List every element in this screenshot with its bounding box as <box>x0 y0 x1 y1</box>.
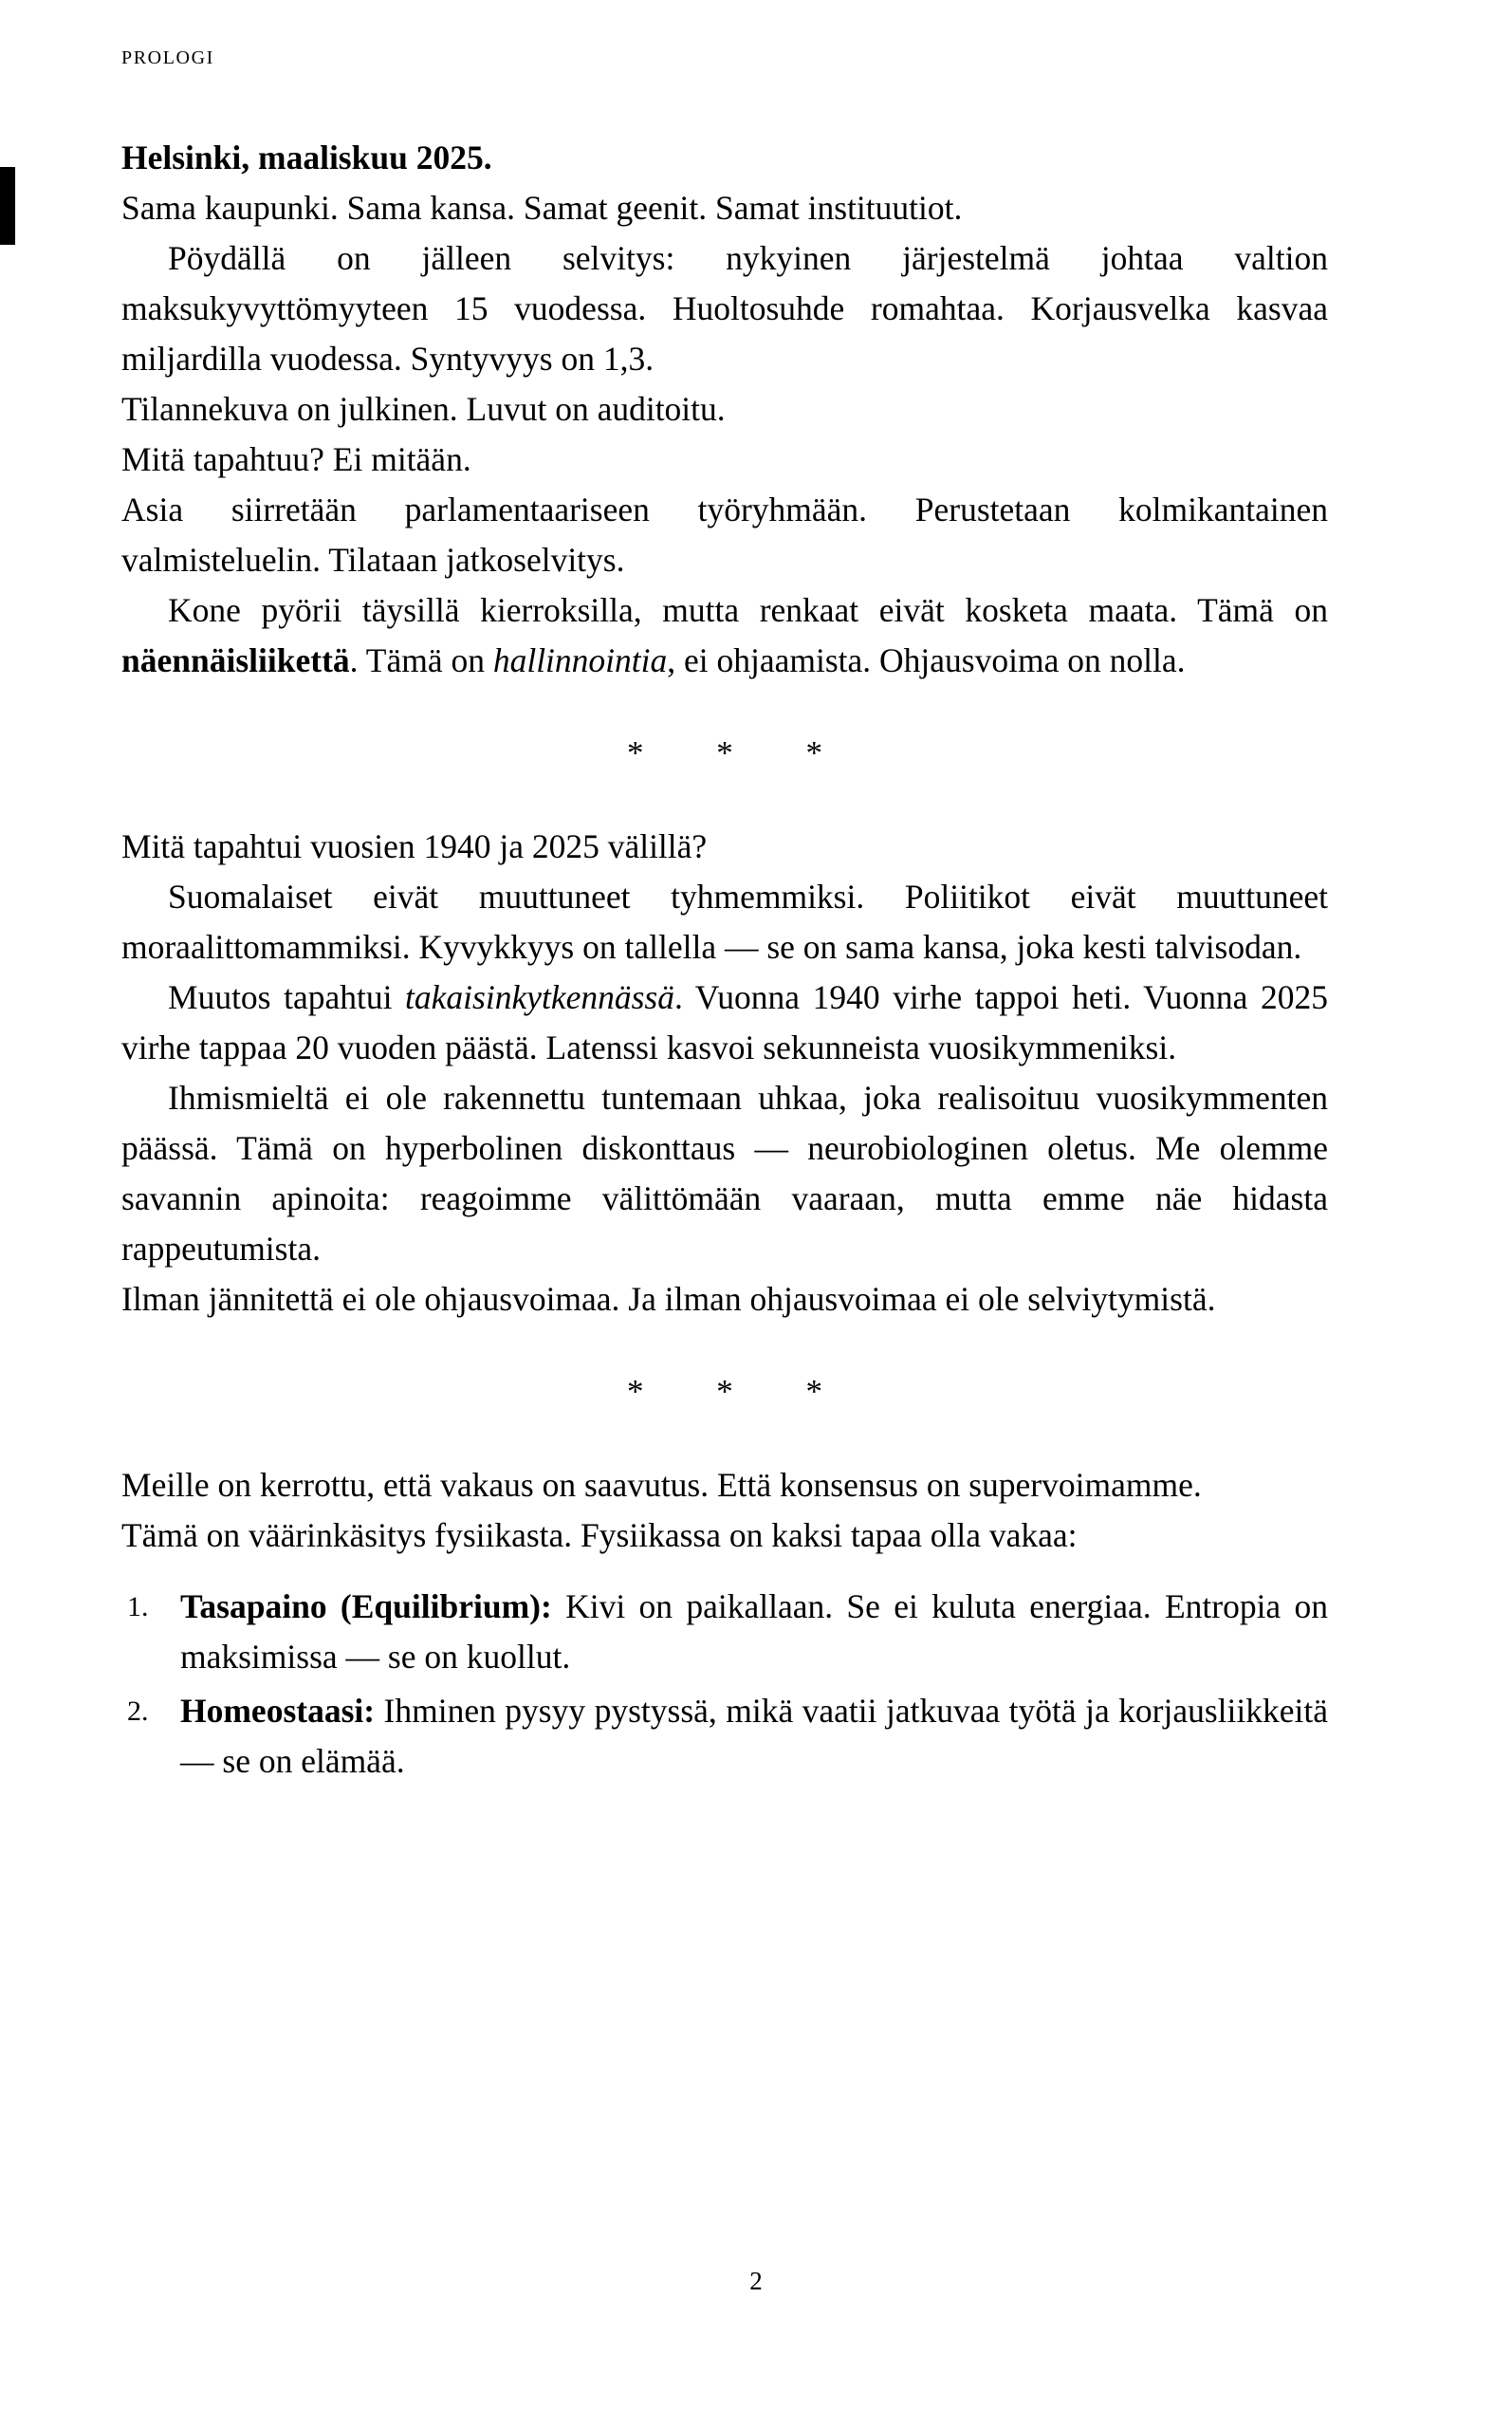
scene-separator-1: * * * <box>627 734 855 771</box>
section1-p5-text-c: , ei ohjaamista. Ohjausvoima on nolla. <box>667 641 1186 679</box>
section1-heading: Helsinki, maaliskuu 2025. <box>121 139 492 176</box>
section2-paragraph-4: Ihmismieltä ei ole rakennettu tuntemaan uhkaa, joka realisoituu vuosikymmenten päässä. Tämä on hyperbolinen diskonttaus — neurobiologinen oletus. Me olemme savannin apinoita: reagoimme välittömään vaaraan, mutta emme näe hidasta rappeutumista. <box>121 1079 1328 1268</box>
margin-change-bar <box>0 167 15 245</box>
section1-subline: Sama kaupunki. Sama kansa. Samat geenit. Samat instituutiot. <box>121 189 963 227</box>
list-item <box>121 1582 1328 1682</box>
section1-p5-italic: hallinnointia <box>492 641 668 679</box>
running-head: prologi <box>121 40 214 70</box>
section1-p5-bold: näennäisliikettä <box>121 641 350 679</box>
list-item-marker: 2. <box>127 1696 149 1727</box>
scene-separator-2: * * * <box>627 1373 855 1410</box>
section1-p5-text-b: . Tämä on <box>349 641 493 679</box>
section2-p3-text-a: Muutos tapahtui <box>168 978 406 1016</box>
list-item-text: Ihminen pysyy pystyssä, mikä vaatii jatkuvaa työtä ja korjausliikkeitä — se on elämää. <box>180 1692 1328 1780</box>
section1-paragraph-3: Mitä tapahtuu? Ei mitään. <box>121 440 471 478</box>
section2-paragraph-5: Ilman jännitettä ei ole ohjausvoimaa. Ja ilman ohjausvoimaa ei ole selviytymistä. <box>121 1280 1216 1318</box>
section1-heading-line <box>121 133 1328 233</box>
section1-p5-text-a: Kone pyörii täysillä kierroksilla, mutta renkaat eivät kosketa maata. Tämä on <box>168 591 1328 629</box>
list-item-term: Tasapaino (Equilibrium): <box>180 1587 552 1625</box>
list-item-marker: 1. <box>127 1591 149 1622</box>
scene-separator-1-wrap <box>121 728 1328 778</box>
section2-paragraph-2: Suomalaiset eivät muuttuneet tyhmemmiksi. Poliitikot eivät muuttuneet moraalittomammiksi. Kyvykkyys on tallella — se on sama kansa, joka kesti talvisodan. <box>121 878 1328 966</box>
list-item-text: Kivi on paikallaan. Se ei kuluta energiaa. Entropia on maksimissa — se on kuollut. <box>180 1587 1328 1676</box>
list-item <box>121 1686 1328 1787</box>
section3-paragraph-2: Tämä on väärinkäsitys fysiikasta. Fysiikassa on kaksi tapaa olla vakaa: <box>121 1516 1078 1554</box>
text-column <box>121 133 1328 1790</box>
stability-list <box>121 1582 1328 1787</box>
list-item-term: Homeostaasi: <box>180 1692 376 1730</box>
section3-paragraph-1: Meille on kerrottu, että vakaus on saavutus. Että konsensus on supervoimamme. <box>121 1466 1202 1504</box>
section1-paragraph-4: Asia siirretään parlamentaariseen työryhmään. Perustetaan kolmikantainen valmisteluelin. Tilataan jatkoselvitys. <box>121 491 1328 579</box>
section1-paragraph-2: Tilannekuva on julkinen. Luvut on auditoitu. <box>121 390 726 428</box>
section1-paragraph-1: Pöydällä on jälleen selvitys: nykyinen järjestelmä johtaa valtion maksukyvyttömyyteen 15 vuodessa. Huoltosuhde romahtaa. Korjausvelka kasvaa miljardilla vuodessa. Syntyvyys on 1,3. <box>121 239 1328 378</box>
section2-paragraph-3 <box>121 973 1328 1073</box>
section2-paragraph-1: Mitä tapahtui vuosien 1940 ja 2025 välillä? <box>121 827 708 865</box>
section1-paragraph-5 <box>121 585 1328 686</box>
section2-p3-text-b: . Vuonna 1940 virhe tappoi heti. Vuonna 2025 virhe tappaa 20 vuoden päästä. Latenssi kasvoi sekunneista vuosikymmeniksi. <box>121 978 1328 1066</box>
scene-separator-2-wrap <box>121 1366 1328 1417</box>
page-number: 2 <box>749 2267 763 2295</box>
section2-p3-italic: takaisinkytkennässä <box>405 978 674 1016</box>
